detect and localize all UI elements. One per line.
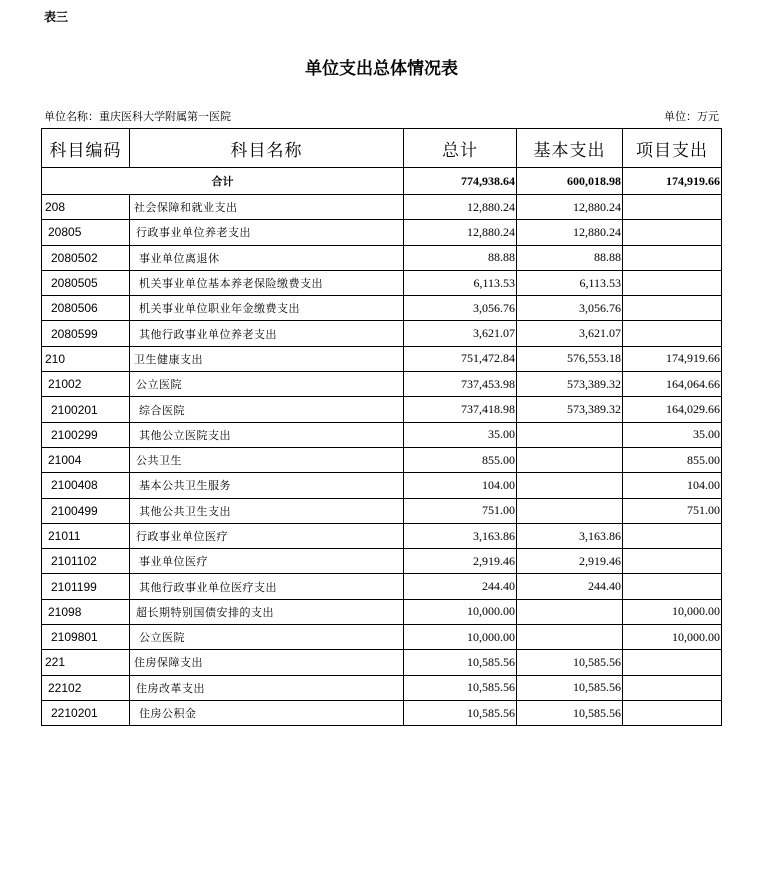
row-project: 104.00: [623, 473, 722, 498]
row-total: 751.00: [404, 498, 517, 523]
row-total: 12,880.24: [404, 220, 517, 245]
table-row: [42, 346, 722, 371]
row-project: 164,064.66: [623, 372, 722, 397]
row-total: 855.00: [404, 447, 517, 472]
total-total: 774,938.64: [404, 168, 517, 195]
row-basic: [517, 422, 623, 447]
row-total: 10,585.56: [404, 700, 517, 725]
row-code: 21011: [42, 523, 130, 548]
row-name: 住房改革支出: [130, 675, 404, 700]
row-total: 10,585.56: [404, 675, 517, 700]
table-row: [42, 220, 722, 245]
row-code: 2109801: [42, 625, 130, 650]
page-title: 单位支出总体情况表: [305, 59, 458, 79]
table-row: [42, 422, 722, 447]
row-code: 2100499: [42, 498, 130, 523]
row-total: 3,163.86: [404, 523, 517, 548]
table-row: [42, 195, 722, 220]
row-code: 20805: [42, 220, 130, 245]
row-project: [623, 523, 722, 548]
row-project: [623, 220, 722, 245]
column-header-project: 项目支出: [623, 129, 722, 168]
row-basic: [517, 498, 623, 523]
row-code: 2080599: [42, 321, 130, 346]
unit-label: 单位：万元: [664, 110, 719, 123]
row-project: [623, 700, 722, 725]
row-basic: 3,056.76: [517, 296, 623, 321]
table-row: [42, 447, 722, 472]
total-project: 174,919.66: [623, 168, 722, 195]
row-code: 2210201: [42, 700, 130, 725]
row-code: 208: [42, 195, 130, 220]
row-total: 6,113.53: [404, 270, 517, 295]
row-code: 2080505: [42, 270, 130, 295]
row-name: 住房公积金: [130, 700, 404, 725]
row-total: 35.00: [404, 422, 517, 447]
row-project: [623, 574, 722, 599]
row-project: 174,919.66: [623, 346, 722, 371]
row-basic: [517, 473, 623, 498]
total-label: 合计: [42, 168, 404, 195]
row-code: 2080502: [42, 245, 130, 270]
row-basic: 3,621.07: [517, 321, 623, 346]
table-row: [42, 372, 722, 397]
row-project: [623, 650, 722, 675]
row-total: 12,880.24: [404, 195, 517, 220]
row-project: [623, 245, 722, 270]
row-project: [623, 549, 722, 574]
row-total: 244.40: [404, 574, 517, 599]
row-project: 10,000.00: [623, 625, 722, 650]
row-name: 机关事业单位基本养老保险缴费支出: [130, 270, 404, 295]
row-basic: 3,163.86: [517, 523, 623, 548]
column-header-code: 科目编码: [42, 129, 130, 168]
row-name: 卫生健康支出: [130, 346, 404, 371]
row-code: 2100299: [42, 422, 130, 447]
table-number: 表三: [44, 10, 69, 24]
table-row: [42, 498, 722, 523]
row-total: 10,000.00: [404, 599, 517, 624]
row-code: 21004: [42, 447, 130, 472]
row-name: 公共卫生: [130, 447, 404, 472]
row-basic: [517, 447, 623, 472]
row-basic: 10,585.56: [517, 700, 623, 725]
row-code: 21098: [42, 599, 130, 624]
row-basic: 10,585.56: [517, 650, 623, 675]
row-basic: 12,880.24: [517, 195, 623, 220]
row-basic: 576,553.18: [517, 346, 623, 371]
row-total: 10,585.56: [404, 650, 517, 675]
row-name: 行政事业单位医疗: [130, 523, 404, 548]
row-name: 机关事业单位职业年金缴费支出: [130, 296, 404, 321]
table-row: [42, 599, 722, 624]
row-total: 88.88: [404, 245, 517, 270]
table-row: [42, 523, 722, 548]
table-row: [42, 473, 722, 498]
total-basic: 600,018.98: [517, 168, 623, 195]
row-project: 164,029.66: [623, 397, 722, 422]
column-header-name: 科目名称: [130, 129, 404, 168]
row-basic: 12,880.24: [517, 220, 623, 245]
table-row: [42, 397, 722, 422]
row-code: 2080506: [42, 296, 130, 321]
row-name: 超长期特别国债安排的支出: [130, 599, 404, 624]
unit-name-label: 单位名称：重庆医科大学附属第一医院: [44, 110, 231, 123]
row-name: 行政事业单位养老支出: [130, 220, 404, 245]
row-basic: 10,585.56: [517, 675, 623, 700]
expenditure-table: [41, 128, 722, 726]
row-project: 35.00: [623, 422, 722, 447]
row-name: 公立医院: [130, 372, 404, 397]
row-basic: [517, 599, 623, 624]
row-total: 104.00: [404, 473, 517, 498]
header-row: [42, 129, 722, 168]
row-name: 其他公立医院支出: [130, 422, 404, 447]
row-basic: 6,113.53: [517, 270, 623, 295]
table-row: [42, 245, 722, 270]
row-total: 751,472.84: [404, 346, 517, 371]
row-project: [623, 296, 722, 321]
table-row: [42, 700, 722, 725]
table-row: [42, 675, 722, 700]
row-total: 3,621.07: [404, 321, 517, 346]
row-name: 其他行政事业单位医疗支出: [130, 574, 404, 599]
table-row: [42, 574, 722, 599]
row-name: 公立医院: [130, 625, 404, 650]
row-code: 2100201: [42, 397, 130, 422]
row-name: 综合医院: [130, 397, 404, 422]
row-basic: 244.40: [517, 574, 623, 599]
row-basic: [517, 625, 623, 650]
row-name: 基本公共卫生服务: [130, 473, 404, 498]
row-project: [623, 270, 722, 295]
row-basic: 2,919.46: [517, 549, 623, 574]
row-code: 21002: [42, 372, 130, 397]
column-header-total: 总计: [404, 129, 517, 168]
row-basic: 573,389.32: [517, 397, 623, 422]
row-code: 2100408: [42, 473, 130, 498]
table-row: [42, 270, 722, 295]
row-code: 221: [42, 650, 130, 675]
table-row: [42, 650, 722, 675]
row-project: [623, 195, 722, 220]
row-project: 10,000.00: [623, 599, 722, 624]
row-code: 210: [42, 346, 130, 371]
column-header-basic: 基本支出: [517, 129, 623, 168]
row-code: 22102: [42, 675, 130, 700]
total-row: [42, 168, 722, 195]
row-code: 2101199: [42, 574, 130, 599]
table-row: [42, 549, 722, 574]
row-basic: 88.88: [517, 245, 623, 270]
table-row: [42, 321, 722, 346]
table-row: [42, 296, 722, 321]
row-basic: 573,389.32: [517, 372, 623, 397]
table-row: [42, 625, 722, 650]
row-code: 2101102: [42, 549, 130, 574]
row-name: 其他行政事业单位养老支出: [130, 321, 404, 346]
row-project: [623, 321, 722, 346]
row-name: 社会保障和就业支出: [130, 195, 404, 220]
row-name: 住房保障支出: [130, 650, 404, 675]
row-project: 855.00: [623, 447, 722, 472]
row-name: 事业单位医疗: [130, 549, 404, 574]
row-total: 737,418.98: [404, 397, 517, 422]
row-total: 737,453.98: [404, 372, 517, 397]
row-name: 其他公共卫生支出: [130, 498, 404, 523]
row-total: 3,056.76: [404, 296, 517, 321]
row-total: 10,000.00: [404, 625, 517, 650]
row-name: 事业单位离退休: [130, 245, 404, 270]
row-project: 751.00: [623, 498, 722, 523]
row-project: [623, 675, 722, 700]
row-total: 2,919.46: [404, 549, 517, 574]
